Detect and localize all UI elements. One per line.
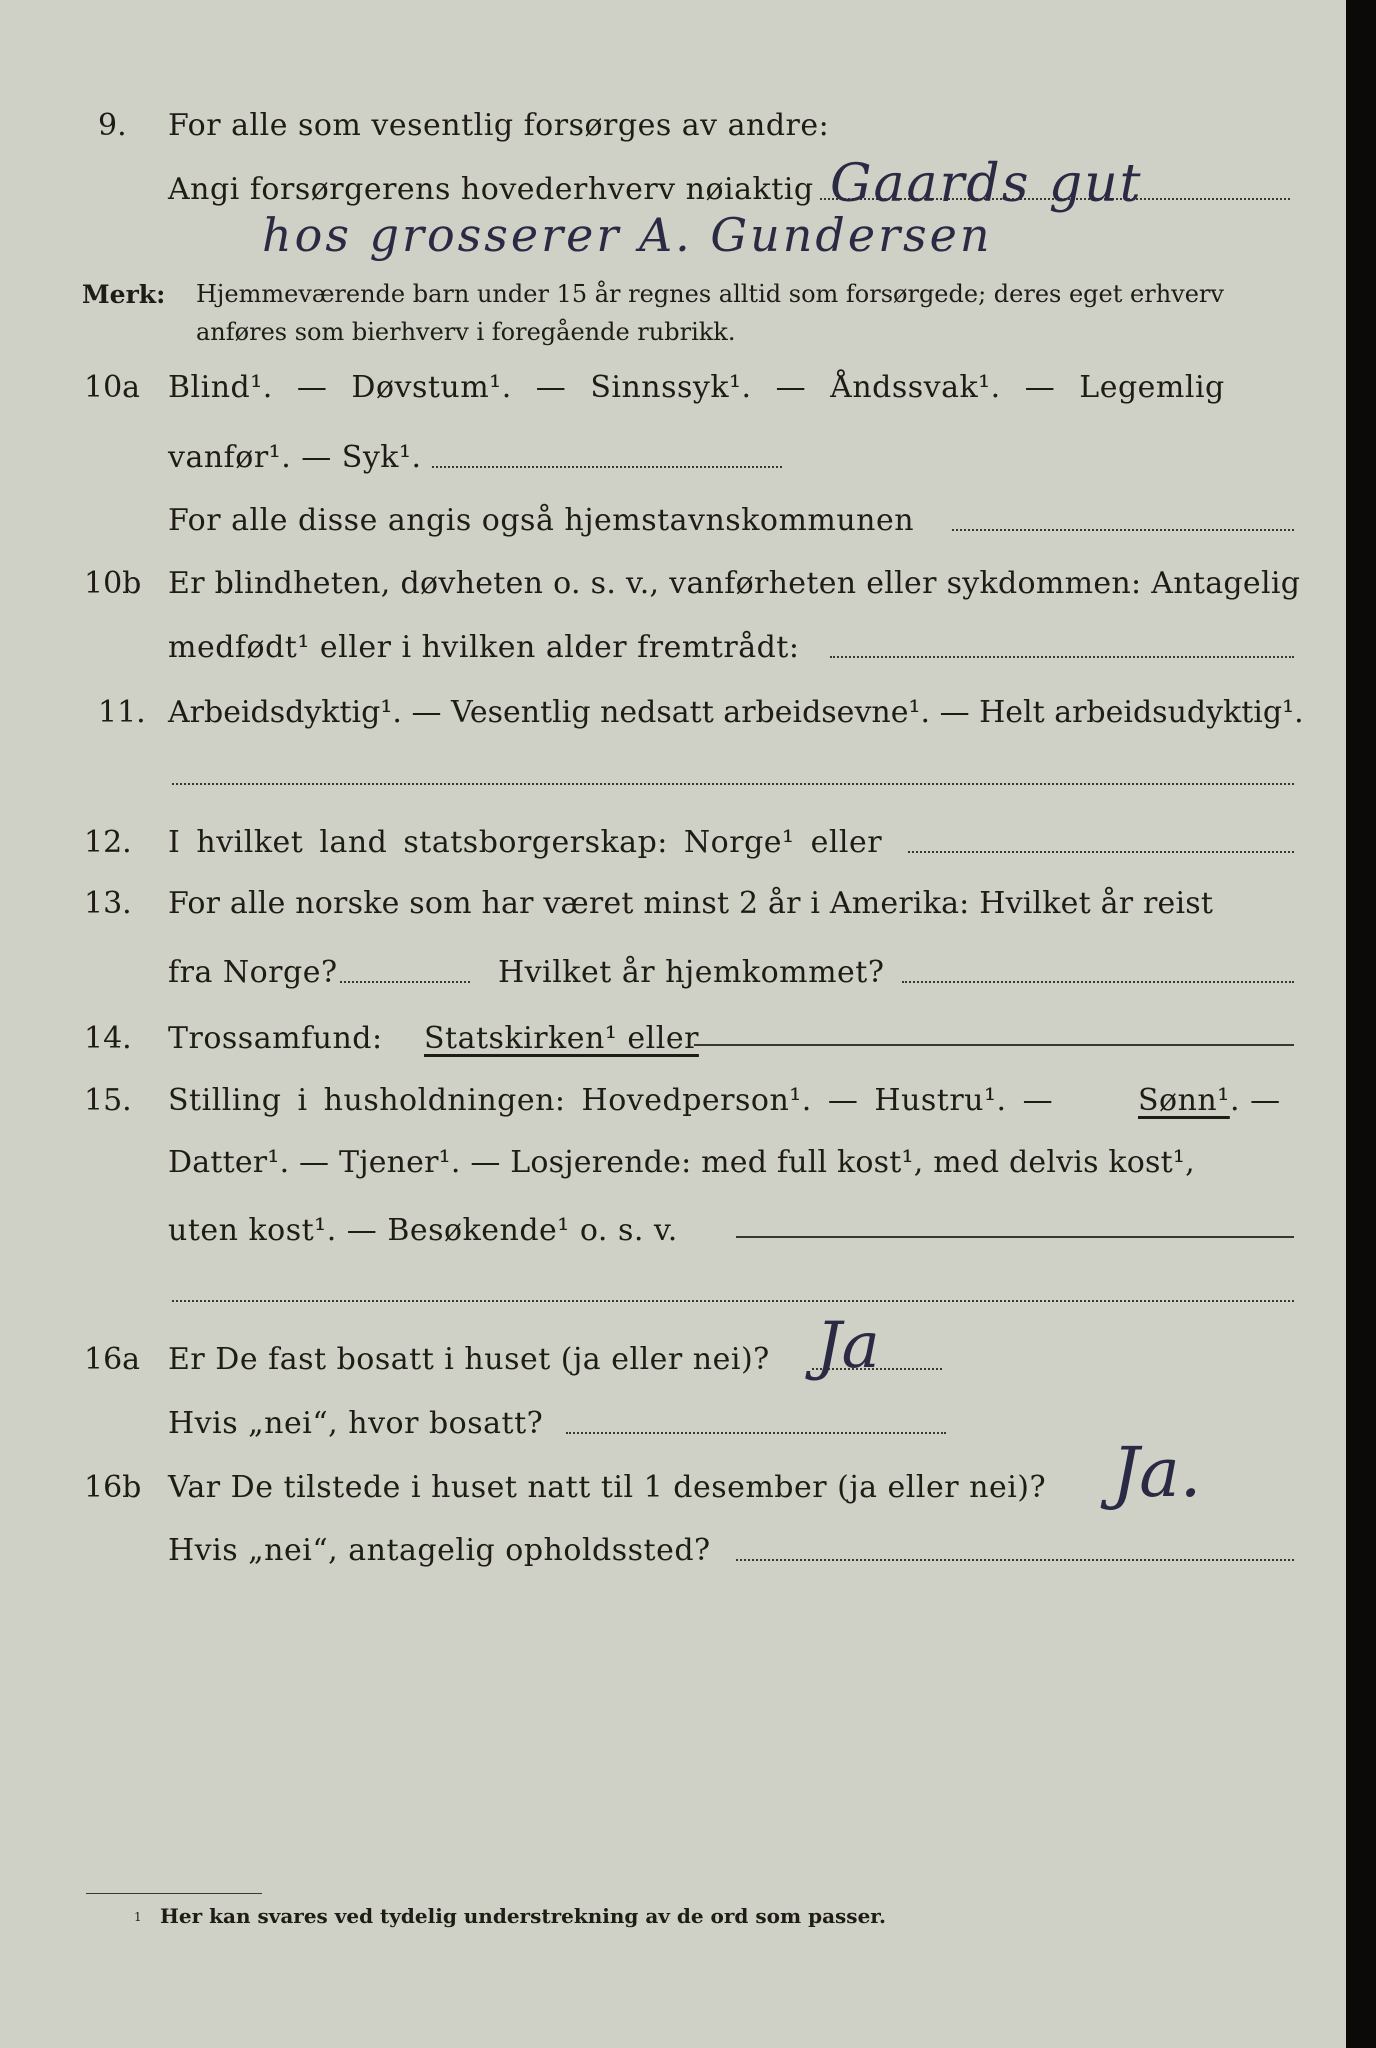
q15-line1c: . —	[1230, 1083, 1281, 1118]
q13-line1: For alle norske som har været minst 2 år i Amerika: Hvilket år reist	[168, 886, 1214, 921]
q15-answer-line	[736, 1236, 1294, 1238]
q10a-number: 10a	[84, 370, 141, 405]
q16a-bosatt-line	[566, 1432, 946, 1434]
q10b-line2: medfødt¹ eller i hvilken alder fremtrådt:	[168, 630, 800, 665]
q14-answer-line	[694, 1044, 1294, 1046]
q9-handwritten-answer-a: Gaards gut	[830, 154, 1143, 214]
q13-reist-line	[340, 981, 470, 983]
q12-line1: I hvilket land statsborgerskap: Norge¹ eller	[168, 825, 883, 860]
q12-number: 12.	[84, 825, 132, 860]
merk-line2: anføres som bierhverv i foregående rubrikk.	[196, 318, 736, 346]
q10a-line1: Blind¹. — Døvstum¹. — Sinnssyk¹. — Åndssvak¹. — Legemlig	[168, 370, 1225, 405]
q11-line1: Arbeidsdyktig¹. — Vesentlig nedsatt arbeidsevne¹. — Helt arbeidsudyktig¹.	[168, 695, 1304, 730]
q14-number: 14.	[84, 1021, 132, 1056]
q10b-answer-line	[830, 656, 1294, 658]
q16b-line2: Hvis „nei“, antagelig opholdssted?	[168, 1533, 711, 1568]
q10b-line1: Er blindheten, døvheten o. s. v., vanførheten eller sykdommen: Antagelig	[168, 566, 1301, 601]
q16b-handwritten-answer: Ja.	[1112, 1434, 1202, 1513]
q14-statskirken-underlined: Statskirken¹ eller	[424, 1021, 699, 1056]
q15-line3: uten kost¹. — Besøkende¹ o. s. v.	[168, 1213, 678, 1248]
q15-number: 15.	[84, 1083, 132, 1118]
footnote-rule	[86, 1893, 262, 1894]
q10a-line3: For alle disse angis også hjemstavnskommunen	[168, 503, 915, 538]
q9-handwritten-answer-b: hos grosserer A. Gundersen	[262, 208, 993, 262]
q10a-syk-line	[432, 466, 782, 468]
q9-line1: For alle som vesentlig forsørges av andre:	[168, 108, 830, 143]
q16a-number: 16a	[84, 1342, 141, 1377]
q15-line1a: Stilling i husholdningen: Hovedperson¹. — Hustru¹. —	[168, 1083, 1054, 1118]
q14-prefix: Trossamfund:	[168, 1021, 383, 1056]
q11-number: 11.	[98, 695, 146, 730]
merk-label: Merk:	[82, 280, 166, 309]
q16b-opholdssted-line	[736, 1559, 1294, 1561]
merk-line1: Hjemmeværende barn under 15 år regnes alltid som forsørgede; deres eget erhverv	[196, 280, 1224, 308]
footnote-mark: 1	[134, 1910, 142, 1924]
q16a-line2: Hvis „nei“, hvor bosatt?	[168, 1406, 544, 1441]
q13-line2a: fra Norge?	[168, 955, 338, 990]
q11-answer-line	[172, 783, 1294, 785]
q10a-hjemstavn-line	[952, 529, 1294, 531]
q15-line2: Datter¹. — Tjener¹. — Losjerende: med full kost¹, med delvis kost¹,	[168, 1145, 1195, 1180]
q16b-line1: Var De tilstede i huset natt til 1 desember (ja eller nei)?	[168, 1470, 1047, 1505]
q9-number: 9.	[98, 108, 127, 143]
q10a-line2: vanfør¹. — Syk¹.	[168, 440, 422, 475]
q13-line2b: Hvilket år hjemkommet?	[498, 955, 885, 990]
q12-answer-line	[908, 851, 1294, 853]
q16a-handwritten-answer: Ja	[816, 1309, 880, 1383]
q16a-line1: Er De fast bosatt i huset (ja eller nei)?	[168, 1342, 770, 1377]
q16b-number: 16b	[84, 1470, 142, 1505]
footnote-text: Her kan svares ved tydelig understrekning av de ord som passer.	[160, 1904, 886, 1928]
q15-extra-line	[172, 1300, 1294, 1302]
q15-sonn-underlined: Sønn¹	[1138, 1083, 1230, 1118]
q10b-number: 10b	[84, 566, 142, 601]
q13-hjemkommet-line	[902, 981, 1294, 983]
q9-line2: Angi forsørgerens hovederhverv nøiaktig	[168, 172, 814, 207]
q13-number: 13.	[84, 886, 132, 921]
